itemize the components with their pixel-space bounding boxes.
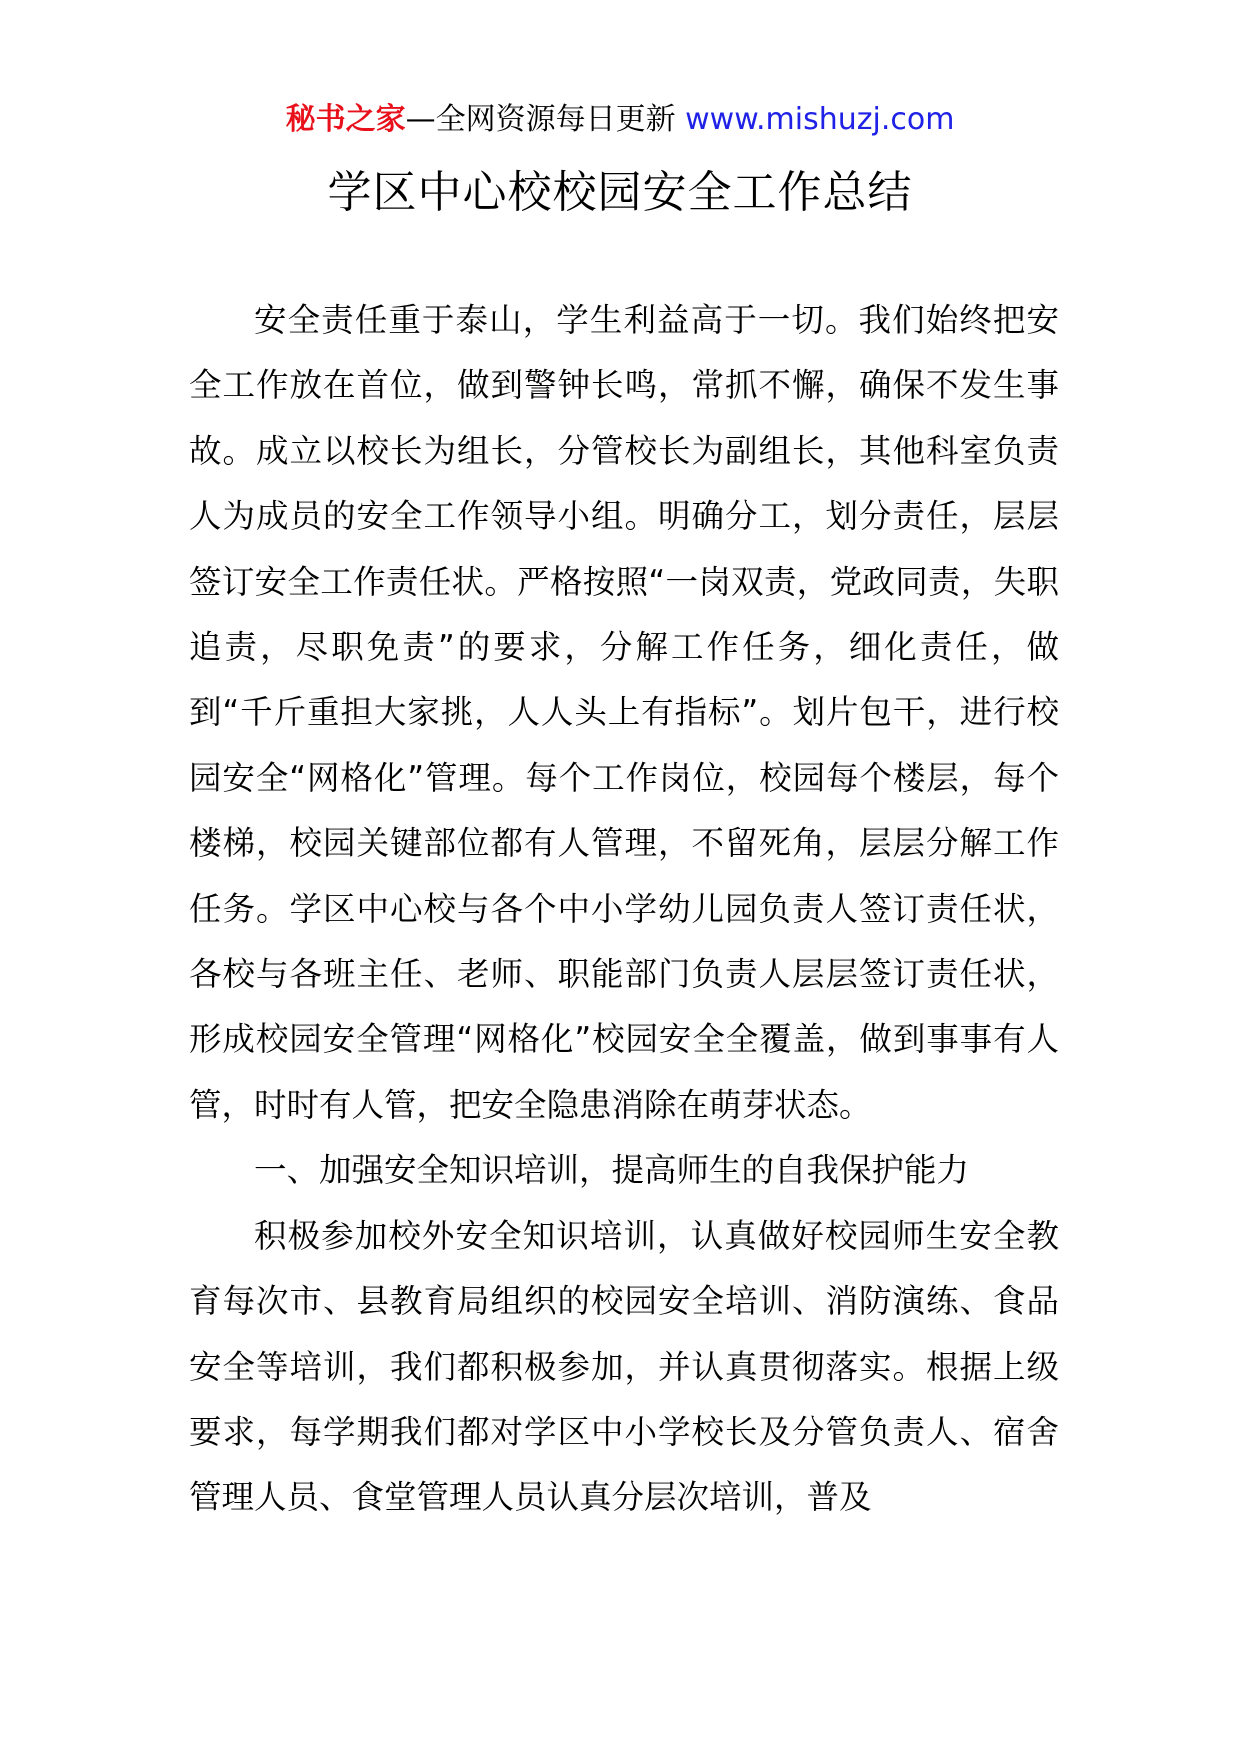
site-banner (0, 100, 1240, 140)
brand-name: 秘书之家 (285, 102, 406, 137)
site-url-link[interactable]: www.mishuzj.com (685, 102, 955, 137)
document-body (189, 288, 1059, 1531)
section-heading-1: 一、加强安全知识培训，提高师生的自我保护能力 (254, 1151, 970, 1190)
paragraph-intro: 安全责任重于泰山，学生利益高于一切。我们始终把安全工作放在首位，做到警钟长鸣，常抓不懈，确保不发生事故。成立以校长为组长，分管校长为副组长，其他科室负责人为成员的安全工作领导小组。明确分工，划分责任，层层签订安全工作责任状。严格按照“一岗双责，党政同责，失职追责，尽职免责”的要求，分解工作任务，细化责任，做到“千斤重担大家挑，人人头上有指标”。划片包干，进行校园安全“网格化”管理。每个工作岗位，校园每个楼层，每个楼梯，校园关键部位都有人管理，不留死角，层层分解工作任务。学区中心校与各个中小学幼儿园负责人签订责任状，各校与各班主任、老师、职能部门负责人层层签订责任状，形成校园安全管理“网格化”校园安全全覆盖，做到事事有人管，时时有人管，把安全隐患消除在萌芽状态。 (189, 301, 1059, 1124)
paragraph-training: 积极参加校外安全知识培训，认真做好校园师生安全教育每次市、县教育局组织的校园安全培训、消防演练、食品安全等培训，我们都积极参加，并认真贯彻落实。根据上级要求，每学期我们都对学区中小学校长及分管负责人、宿舍管理人员、食堂管理人员认真分层次培训，普及 (189, 1216, 1059, 1517)
banner-slogan: —全网资源每日更新 (405, 102, 676, 137)
document-title: 学区中心校校园安全工作总结 (327, 167, 913, 218)
